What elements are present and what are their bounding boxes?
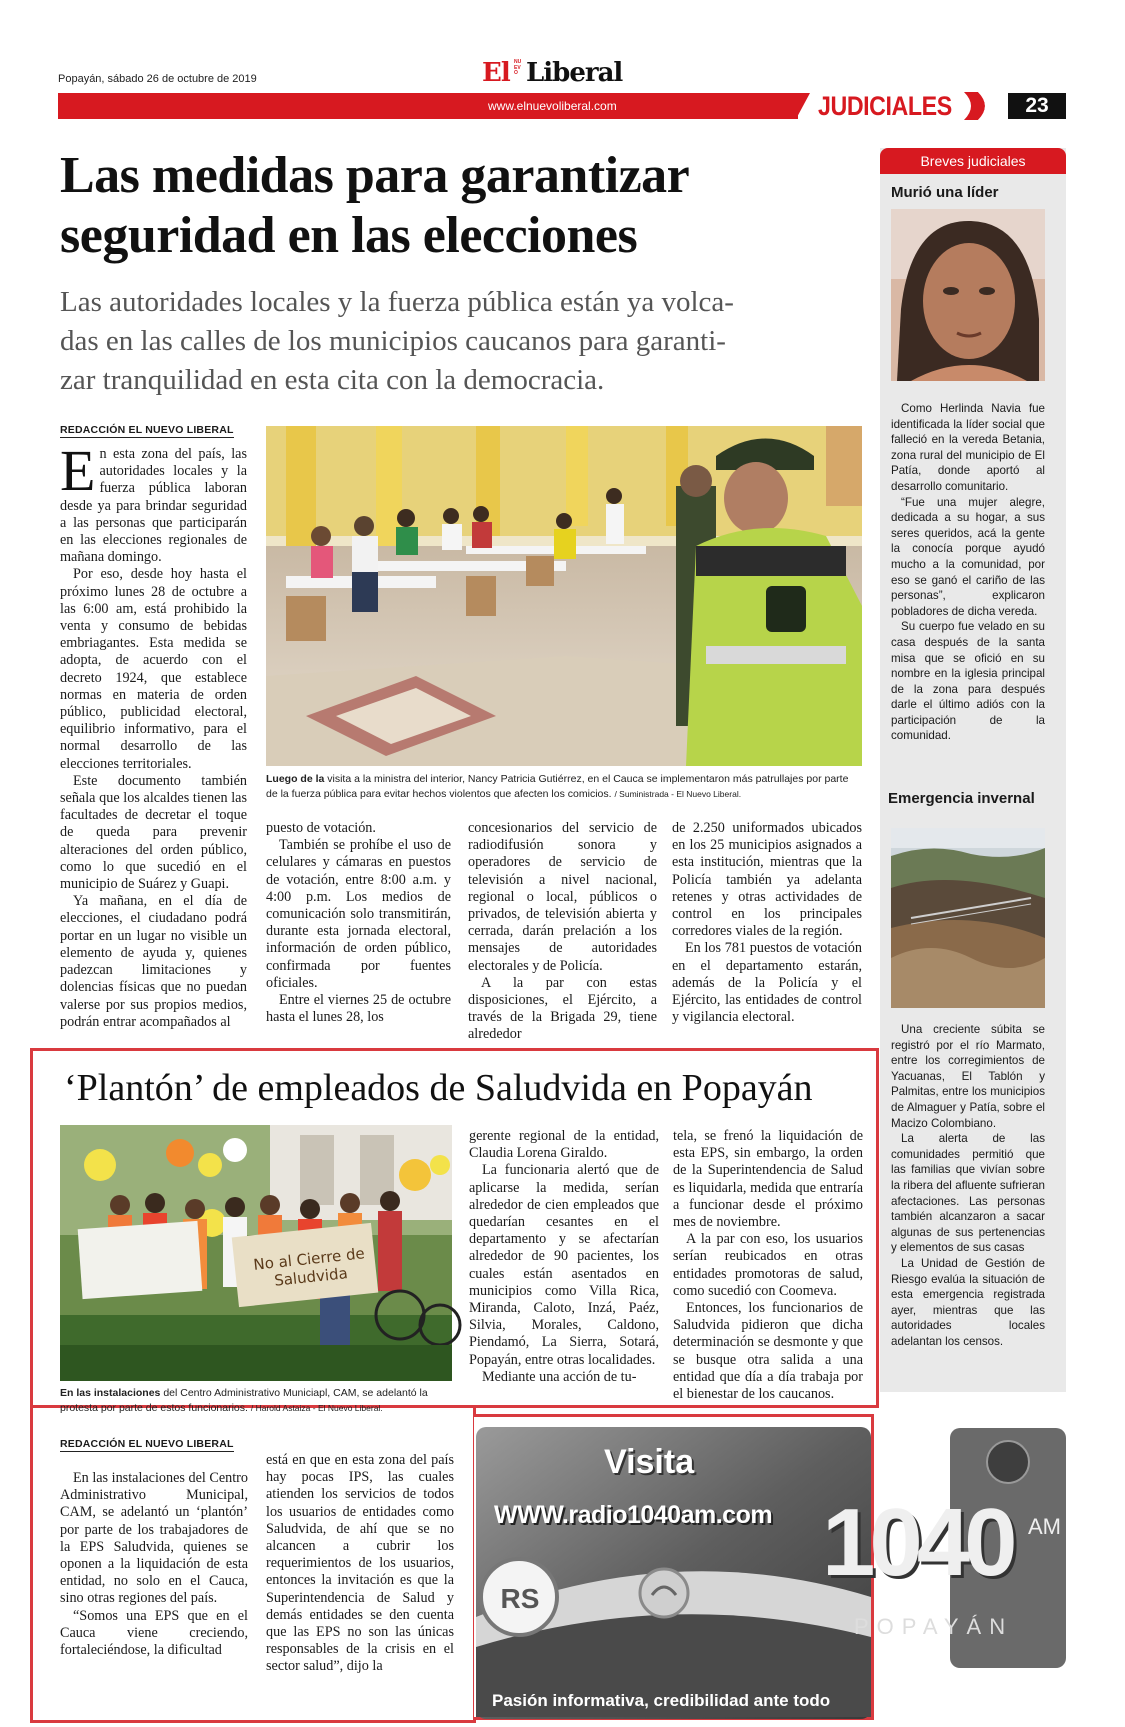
caption-lead: Luego de la — [266, 773, 325, 785]
protest-photo — [60, 1125, 452, 1381]
paragraph: Entre el viernes 25 de octubre hasta el lunes 28, los — [266, 992, 451, 1026]
headline — [60, 146, 689, 266]
article-column-4 — [672, 820, 862, 1026]
ad-rs-logo: RS — [500, 1583, 540, 1614]
paragraph: A la par con eso, los usuarios serían reubicados en otras entidades promotoras de salud, como sucedió con Coomeva. — [673, 1231, 863, 1299]
second-column-c — [60, 1470, 248, 1659]
logo-nuevo: NUEVO — [514, 59, 522, 76]
headline-line-1: Las medidas para garantizar — [60, 147, 690, 204]
paragraph: tela, se frenó la liquidación de esta EPS, sin embargo, la orden de la Superintendencia de Salud es liquidarla, medida que entraría a funcionar desde el próximo mes de noviembre. — [673, 1128, 863, 1231]
paragraph: puesto de votación. — [266, 820, 376, 836]
caption-text: visita a la ministra del interior, Nancy Patricia Gutiérrez, en el Cauca se implementaron más patrullajes por parte de la fuerza pública para evitar hechos violentos que afecten los comicios. — [266, 773, 849, 800]
paragraph: Como Herlinda Navia fue identificada la líder social que falleció en la vereda Betania, zona rural del municipio de El Patía, donde aportó al desarrollo comunitario. — [891, 402, 1045, 493]
article-column-3 — [468, 820, 657, 1044]
subhead-line-2: das en las calles de los municipios caucanos para garanti- — [60, 325, 726, 357]
second-headline: ‘Plantón’ de empleados de Saludvida en Popayán — [64, 1067, 813, 1109]
article-column-1 — [60, 438, 247, 1031]
dropcap: E — [60, 438, 96, 503]
paragraph: La funcionaria alertó que de aplicarse la medida, serían alrededor de cien empleados que quedarían cesantes en el departamento y se afectarían alrededor de 90 pacientes, los cuales están asentados en municipios como Villa Rica, Miranda, Caloto, Inzá, Paéz, Silvia, Morales, Caldono, Piendamó, La Sierra, Sotará, Popayán, entre otras localidades. — [469, 1162, 659, 1368]
sidebar-title: Breves judiciales — [880, 148, 1066, 174]
paragraph: A la par con estas disposiciones, el Ejército, a través de la Brigada 29, tiene alrededor — [468, 974, 657, 1043]
river-photo — [891, 828, 1045, 1008]
newspaper-logo[interactable] — [482, 58, 642, 90]
election-photo — [266, 426, 862, 766]
caption-credit: / Suministrada - El Nuevo Liberal. — [614, 789, 742, 799]
paragraph: n esta zona del país, las autoridades locales y la fuerza pública laboran desde ya para brindar seguridad a las personas que participarán en las elecciones regionales de mañana domingo. — [60, 446, 247, 566]
sidebar-item1-text — [891, 401, 1045, 744]
dateline: Popayán, sábado 26 de octubre de 2019 — [58, 73, 257, 85]
second-column-b — [673, 1128, 863, 1403]
microphone-icon — [986, 1440, 1030, 1484]
byline: REDACCIÓN EL NUEVO LIBERAL — [60, 424, 234, 436]
ad-url[interactable]: WWW.radio1040am.com — [494, 1501, 773, 1529]
paragraph: Mediante una acción de tu- — [482, 1368, 637, 1385]
subhead-line-3: zar tranquilidad en esta cita con la democracia. — [60, 364, 605, 396]
radio-ad[interactable] — [474, 1414, 874, 1720]
paragraph: gerente regional de la entidad, Claudia Lorena Giraldo. — [469, 1128, 659, 1162]
paragraph: “Somos una EPS que en el Cauca viene creciendo, fortaleciéndose, la dificultad — [60, 1607, 248, 1659]
radio-logo-panel[interactable] — [822, 1428, 1066, 1668]
paragraph: Su cuerpo fue velado en su casa después de la santa misa que se ofició en su nombre en la iglesia principal de la zona para después darle el último adiós con la participación de la comunidad. — [891, 620, 1045, 743]
paragraph: Una creciente súbita se registró por el río Marmato, entre los corregimientos de Yacuanas, El Tablón y Palmitas, entre los municipios de Almaguer y Patía, sobre el Macizo Colombiano. — [891, 1023, 1045, 1130]
subheadline — [60, 283, 734, 400]
paragraph: “Fue una mujer alegre, dedicada a su hogar, a sus seres queridos, acá la gente la conocía porque ayudó mucho a la comunidad, por eso se ganó el cariño de las personas”, explicaron pobladores de dicha vereda. — [891, 495, 1045, 618]
headline-line-2: seguridad en las elecciones — [60, 207, 638, 264]
header-red-bar-tail — [796, 93, 810, 119]
caption-lead: En las instalaciones — [60, 1387, 161, 1399]
second-column-a — [469, 1128, 659, 1386]
paragraph: La Unidad de Gestión de Riesgo evalúa la situación de esta emergencia registrada ayer, mientras que las autoridades locales adelantan los censos. — [891, 1256, 1045, 1348]
caption-credit: / Harold Astaiza - El Nuevo Liberal. — [250, 1403, 383, 1413]
subhead-line-1: Las autoridades locales y la fuerza pública están ya volca- — [60, 286, 734, 318]
caption-text: del Centro Administrativo Municiapl, CAM, se adelantó la protesta por parte de estos funcionarios. — [60, 1387, 428, 1414]
paragraph: También se prohíbe el uso de celulares y cámaras en puestos de votación, entre 8:00 a.m. y 4:00 p.m. Los medios de comunicación solo transmitirán, durante esta jornada electoral, información de orden público, confirmada por fuentes oficiales. — [266, 837, 451, 991]
paragraph: Por eso, desde hoy hasta el próximo lunes 28 de octubre a las 6:00 am, está prohibido la venta y consumo de bebidas embriagantes. Esta medida se adopta, de acuerdo con el decreto 1924, que establece normas en materia de orden público, publicidad electoral, equilibrio informativo, para el normal desarrollo de las elecciones territoriales. — [60, 566, 247, 772]
paragraph: La alerta de las comunidades permitió que las familias que vivían sobre la ribera del afluente sufrieran afectaciones. Las personas también alcanzaron a sacar algunas de sus pertenencias y elementos de sus casas — [891, 1132, 1045, 1255]
second-byline: REDACCIÓN EL NUEVO LIBERAL — [60, 1438, 234, 1450]
paragraph: concesionarios del servicio de radiodifusión sonora y operadores de servicio de televisión a nivel nacional, regional o local, públicos o privados, de televisión abierta y cerrada, darán prelación a los mensajes de autoridades electorales y de Policía. — [468, 820, 657, 974]
paragraph: Este documento también señala que los alcaldes tienen las facultades de decretar el toque de queda para prevenir alteraciones del orden público, como lo que sucedió en el municipio de Suárez y Guapi. — [60, 772, 247, 893]
website-url[interactable]: www.elnuevoliberal.com — [488, 99, 617, 113]
page-number: 23 — [1025, 94, 1049, 117]
protest-caption — [60, 1386, 456, 1416]
header-red-bar — [58, 93, 798, 119]
paragraph: está en que en esta zona del país hay pocas IPS, las cuales atienden los servicios de todos los usuarios de entidades como Saludvida, de ahí que se no alcancen a cubrir los requerimientos de los usuarios, entonces la invitación es que la Superintendencia de Salud y demás entidades se den cuenta que las EPS no son las únicas responsables de la crisis en el sector salud”, dijo la — [266, 1452, 454, 1675]
section-title: JUDICIALES — [818, 91, 952, 121]
sidebar-item1-heading: Murió una líder — [891, 184, 999, 201]
paragraph: Ya mañana, en el día de elecciones, el ciudadano podrá portar en un lugar no visible un elemento de ayuda y, quienes padezcan limitaciones y dolencias físicas que no puedan valerse por sus propios medios, podrán entrar acompañados al — [60, 893, 247, 1030]
article-column-2 — [266, 820, 451, 1026]
paragraph: Entonces, los funcionarios de Saludvida pidieron que dicha determinación se desmonte y que se busque otra salida a una entidad que día a día trabaja por el bienestar de los caucanos. — [673, 1300, 863, 1403]
paragraph: de 2.250 uniformados ubicados en los 25 municipios asignados a esta institución, mientras que la Policía también ya adelanta retenes y otras actividades de control en los principales corredores viales de la región. — [672, 820, 862, 940]
radio-city: POPAYÁN — [854, 1614, 1014, 1639]
plantón-article-frame-right — [473, 1405, 476, 1408]
paragraph: En los 781 puestos de votación en el departamento estarán, además de la Policía y el Ejército, las entidades de control y vigilancia electoral. — [672, 940, 862, 1026]
photo-caption — [266, 772, 860, 802]
ad-visita: Visita — [604, 1443, 695, 1481]
radio-big-number: 1040 — [822, 1489, 1012, 1596]
portrait-photo — [891, 209, 1045, 381]
sidebar-item2-heading: Emergencia invernal — [888, 790, 1035, 807]
radio-am: AM — [1028, 1514, 1061, 1539]
section-chevron-icon — [964, 92, 1000, 120]
sidebar-item2-text — [891, 1022, 1045, 1349]
second-column-d — [266, 1452, 454, 1676]
logo-liberal: Liberal — [526, 58, 623, 88]
logo-el: El — [482, 58, 510, 88]
protest-sign: No al Cierre de Saludvida — [252, 1244, 366, 1290]
paragraph: En las instalaciones del Centro Administrativo Municipal, CAM, se adelantó un ‘plantón’ por parte de los trabajadores de la EPS Saludvida, quienes se oponen a la liquidación de esta entidad, no solo en el Cauca, sino otras regiones del país. — [60, 1470, 248, 1607]
ad-slogan: Pasión informativa, credibilidad ante todo — [492, 1691, 831, 1710]
